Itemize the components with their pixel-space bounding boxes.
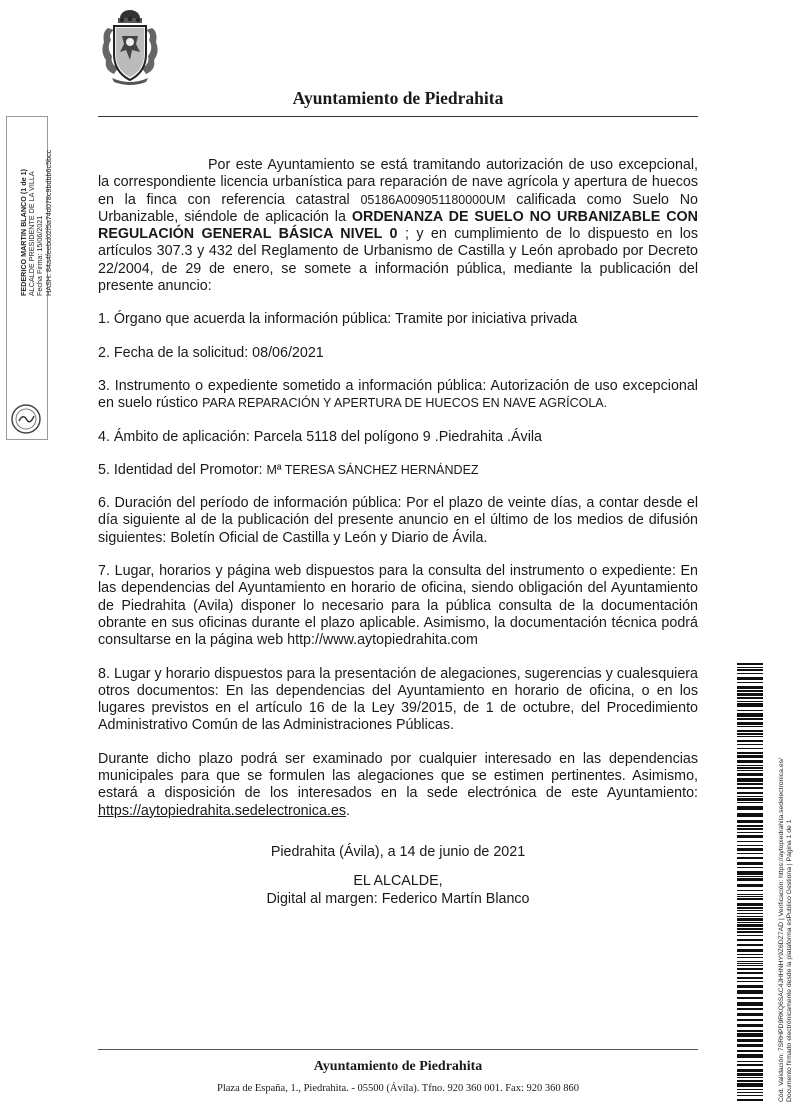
barcode-bar bbox=[737, 752, 763, 754]
ordinance-name: ORDENANZA DE SUELO NO URBANIZABLE CON REGULACIÓN GENERAL BÁSICA NIVEL 0 bbox=[98, 208, 698, 243]
barcode-bar bbox=[737, 913, 763, 914]
barcode-bar bbox=[737, 1050, 763, 1052]
barcode-bar bbox=[737, 832, 763, 833]
validation-code[interactable]: Cód. Validación: 7SRHPD9RKQ6SAC4JHHNHY9Z6DZ7AD | Verificación: https://aytopiedrahita.sedelectronica.es/ bbox=[778, 758, 785, 1102]
barcode-bar bbox=[737, 857, 763, 859]
barcode-bar bbox=[737, 963, 763, 964]
item-3-text: 3. Instrumento o expediente sometido a información pública: Autorización de uso excepcional en suelo rústico bbox=[98, 377, 698, 412]
item-3 bbox=[98, 378, 698, 413]
barcode-bar bbox=[737, 783, 763, 785]
barcode-bar bbox=[737, 1024, 763, 1027]
validation-text bbox=[778, 672, 794, 1102]
barcode-bar bbox=[737, 755, 763, 758]
item-3-caps: PARA REPARACIÓN Y APERTURA DE HUECOS EN NAVE AGRÍCOLA. bbox=[202, 396, 608, 411]
signature-details bbox=[20, 46, 53, 296]
signer-title: ALCALDE PRESIDENTE DE LA VILLA bbox=[27, 171, 37, 296]
barcode-bar bbox=[737, 1030, 763, 1032]
barcode-bar bbox=[737, 954, 763, 955]
barcode-bar bbox=[737, 828, 763, 830]
barcode-bar bbox=[737, 1064, 763, 1066]
barcode-bar bbox=[737, 867, 763, 868]
barcode-bar bbox=[737, 898, 763, 900]
barcode-bar bbox=[737, 740, 763, 742]
barcode-bar bbox=[737, 744, 763, 745]
barcode-bar bbox=[737, 928, 763, 930]
item-7: 7. Lugar, horarios y página web dispuestos para la consulta del instrumento o expediente: En las dependencias del Ayuntamiento en horario de oficina, siendo obligación del Ayuntamiento de Piedrahita (Avila) disponer lo necesario para la pública consulta de la documentación obrante en sus oficinas durante el plazo aplicable. Asimismo, la documentación técnica podrá consultarse en la página web http://www.aytopiedrahita.com bbox=[98, 563, 698, 649]
signature-stamp-icon bbox=[10, 403, 42, 435]
barcode-bar bbox=[737, 667, 763, 668]
barcode-bar bbox=[737, 798, 763, 801]
barcode-bar bbox=[737, 878, 763, 881]
item-6: 6. Duración del período de información pública: Por el plazo de veinte días, a contar desde el día siguiente al de la publicación del presente anuncio en el último de los medios de difusión siguientes: Boletín Oficial de Castilla y León y Diario de Ávila. bbox=[98, 495, 698, 546]
barcode-bar bbox=[737, 1095, 763, 1096]
barcode-bar bbox=[737, 1008, 763, 1010]
barcode-bar bbox=[737, 677, 763, 680]
intro-text-1: Por este Ayuntamiento se está tramitando autorización de uso excepcional, la correspondiente licencia urbanística para reparación de nave agrícola y apertura de huecos en la finca con referencia catastral bbox=[98, 157, 698, 208]
signature-date: Fecha Firma: 15/06/2021 bbox=[35, 215, 45, 296]
validation-note: Documento firmado electrónicamente desde la plataforma esPublico Gestiona | Página 1 de 1 bbox=[786, 819, 793, 1102]
barcode-bar bbox=[737, 722, 763, 725]
barcode-bar bbox=[737, 767, 763, 769]
intro-text-2: calificada como Suelo No Urbanizable, siéndole de aplicación la bbox=[98, 191, 698, 225]
barcode-bar bbox=[737, 848, 763, 851]
barcode-bar bbox=[737, 935, 763, 936]
barcode-bar bbox=[737, 841, 763, 842]
item-8: 8. Lugar y horario dispuestos para la presentación de alegaciones, sugerencias y cualesquiera otros documentos: En las dependencias del Ayuntamiento en horario de oficina, o en los lugares previstos en el artículo 16 de la Ley 39/2015, de 1 de octubre, del Procedimiento Administrativo Común de las Administraciones Públicas. bbox=[98, 665, 698, 734]
barcode-bar bbox=[737, 981, 763, 982]
barcode-bar bbox=[737, 968, 763, 970]
barcode-bar bbox=[737, 690, 763, 692]
item-1: 1. Órgano que acuerda la información pública: Tramite por iniciativa privada bbox=[98, 311, 578, 328]
barcode-bar bbox=[737, 726, 763, 727]
barcode-bar bbox=[737, 1054, 763, 1058]
barcode-bar bbox=[737, 730, 763, 732]
barcode-bar bbox=[737, 949, 763, 952]
barcode-bar bbox=[737, 736, 763, 737]
barcode-bar bbox=[737, 977, 763, 979]
barcode-bar bbox=[737, 806, 763, 810]
barcode-bar bbox=[737, 703, 763, 707]
barcode-bar bbox=[737, 985, 763, 988]
barcode-bar bbox=[737, 682, 763, 683]
barcode-bar bbox=[737, 1077, 763, 1078]
barcode-bar bbox=[737, 710, 763, 711]
place-date: Piedrahita (Ávila), a 14 de junio de 2021 bbox=[270, 843, 526, 860]
barcode-bar bbox=[737, 939, 763, 941]
barcode-bar bbox=[737, 853, 763, 854]
barcode-bar bbox=[737, 765, 763, 766]
intro-paragraph bbox=[98, 157, 698, 295]
barcode-bar bbox=[737, 907, 763, 909]
barcode-bar bbox=[737, 701, 763, 702]
barcode-bar bbox=[737, 748, 763, 749]
barcode-bar bbox=[737, 896, 763, 897]
barcode-bar bbox=[737, 916, 763, 917]
item-5-text: 5. Identidad del Promotor: bbox=[98, 461, 267, 478]
item-4: 4. Ámbito de aplicación: Parcela 5118 del polígono 9 .Piedrahita .Ávila bbox=[98, 428, 543, 445]
barcode-bar bbox=[737, 778, 763, 782]
barcode-bar bbox=[737, 894, 763, 895]
barcode-bar bbox=[737, 802, 763, 803]
closing-text: Durante dicho plazo podrá ser examinado por cualquier interesado en las dependencias municipales para que se formulen las alegaciones que se estimen pertinentes. Asimismo, estará a disposición de los interesados en la sede electrónica de este Ayuntamiento: bbox=[98, 750, 698, 802]
barcode-bar bbox=[737, 1089, 763, 1090]
barcode-bar bbox=[737, 931, 763, 933]
coat-of-arms-icon bbox=[96, 8, 164, 88]
signature-hash: HASH: 84a4feebd02f5a74d078c9bdbb6c5bcc bbox=[43, 149, 53, 296]
item-2: 2. Fecha de la solicitud: 08/06/2021 bbox=[98, 344, 324, 361]
barcode-bar bbox=[737, 1080, 763, 1082]
barcode-bar bbox=[737, 871, 763, 875]
barcode-bar bbox=[737, 1061, 763, 1062]
barcode-bar bbox=[737, 663, 763, 665]
barcode-bar bbox=[737, 792, 763, 794]
barcode-bar bbox=[737, 957, 763, 958]
barcode-bar bbox=[737, 760, 763, 763]
barcode-bar bbox=[737, 669, 763, 671]
intro-text-3: ; y en cumplimiento de lo dispuesto en los artículos 307.3 y 432 del Reglamento de Urbanismo de Castilla y León aprobado por Decreto 22/2004, de 29 de enero, se somete a información pública, mediante la publicación del presente anuncio: bbox=[98, 226, 698, 295]
footer-divider bbox=[98, 1049, 698, 1050]
barcode-bar bbox=[737, 825, 763, 827]
barcode-bar bbox=[737, 1044, 763, 1047]
header-divider bbox=[98, 116, 698, 117]
signer-name: FEDERICO MARTIN BLANCO (1 de 1) bbox=[19, 169, 28, 296]
barcode-bar bbox=[737, 1013, 763, 1016]
barcode-bar bbox=[737, 820, 763, 823]
barcode-bar bbox=[737, 1033, 763, 1037]
barcode-bar bbox=[737, 733, 763, 735]
barcode-bar bbox=[737, 884, 763, 887]
footer-address: Plaza de España, 1., Piedrahita. - 05500 (Ávila). Tfno. 920 360 001. Fax: 920 360 860 bbox=[217, 1083, 579, 1094]
barcode-bar bbox=[737, 1073, 763, 1076]
barcode-bar bbox=[737, 1002, 763, 1006]
barcode-bar bbox=[737, 713, 763, 717]
barcode-bar bbox=[737, 673, 763, 674]
document-body bbox=[98, 157, 698, 908]
barcode-bar bbox=[737, 773, 763, 776]
barcode-bar bbox=[737, 1099, 763, 1101]
barcode-bar bbox=[737, 918, 763, 921]
closing-paragraph bbox=[98, 751, 698, 820]
sede-electronica-link[interactable]: https://aytopiedrahita.sedelectronica.es bbox=[98, 802, 346, 819]
barcode-bar bbox=[737, 997, 763, 999]
barcode-bar bbox=[737, 1092, 763, 1093]
promoter-name: Mª TERESA SÁNCHEZ HERNÁNDEZ bbox=[266, 462, 479, 477]
barcode-bar bbox=[737, 903, 763, 906]
barcode-bar bbox=[737, 944, 763, 946]
barcode-bar bbox=[737, 961, 763, 962]
barcode-bar bbox=[737, 1083, 763, 1087]
barcode-icon bbox=[737, 663, 763, 1103]
barcode-bar bbox=[737, 890, 763, 891]
footer-title: Ayuntamiento de Piedrahita bbox=[313, 1059, 483, 1074]
barcode-bar bbox=[737, 1069, 763, 1072]
barcode-bar bbox=[737, 835, 763, 838]
signer-role: EL ALCALDE, bbox=[353, 873, 443, 890]
barcode-bar bbox=[737, 972, 763, 974]
cadastral-reference: 05186A009051180000UM bbox=[360, 192, 506, 207]
barcode-bar bbox=[737, 686, 763, 689]
document-title: Ayuntamiento de Piedrahita bbox=[292, 88, 504, 108]
barcode-bar bbox=[737, 787, 763, 789]
barcode-bar bbox=[737, 862, 763, 865]
barcode-bar bbox=[737, 965, 763, 966]
barcode-bar bbox=[737, 693, 763, 696]
barcode-bar bbox=[737, 770, 763, 771]
barcode-bar bbox=[737, 910, 763, 911]
barcode-bar bbox=[737, 924, 763, 927]
barcode-bar bbox=[737, 922, 763, 923]
closing-end: . bbox=[345, 802, 350, 819]
barcode-bar bbox=[737, 845, 763, 846]
digital-signature-note: Digital al margen: Federico Martín Blanco bbox=[266, 890, 530, 907]
barcode-bar bbox=[737, 1019, 763, 1021]
barcode-bar bbox=[737, 796, 763, 797]
barcode-bar bbox=[737, 718, 763, 720]
barcode-bar bbox=[737, 813, 763, 817]
barcode-bar bbox=[737, 1039, 763, 1042]
barcode-bar bbox=[737, 697, 763, 699]
item-5 bbox=[98, 462, 698, 479]
barcode-bar bbox=[737, 990, 763, 994]
barcode-bar bbox=[737, 876, 763, 877]
